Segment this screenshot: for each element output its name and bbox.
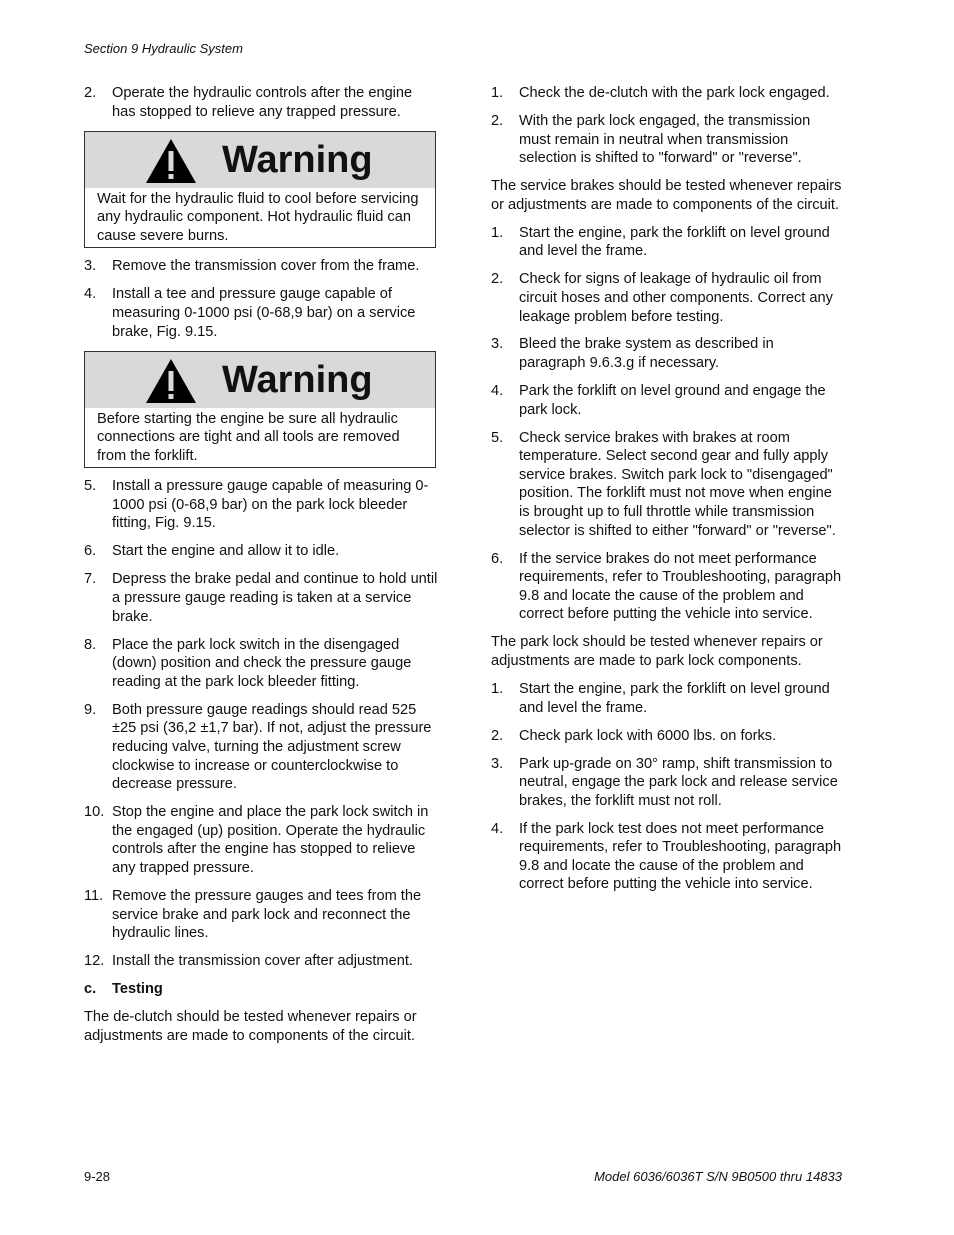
list-item [84,84,438,121]
warning-header [85,132,435,188]
step-text: Both pressure gauge readings should read 525 ±25 psi (36,2 ±1,7 bar). If not, adjust the pressure reducing valve, turning the adjustment screw clockwise to increase or counterclockwise to decrease pressure. [112,701,432,793]
list-item [84,285,438,341]
step-text: Place the park lock switch in the disengaged (down) position and check the pressure gauge reading at the park lock bleeder fitting. [112,636,412,690]
list-item [491,727,843,746]
list-item [491,820,843,894]
step-text: If the park lock test does not meet performance requirements, refer to Troubleshooting, paragraph 9.8 and locate the cause of the problem and correct before putting the vehicle into service. [519,820,842,893]
step-number: 5. [84,478,97,495]
list-item [491,270,843,326]
step-list [491,224,843,624]
step-text: Start the engine, park the forklift on level ground and level the frame. [519,224,830,260]
list-item [491,84,843,103]
step-text: Operate the hydraulic controls after the engine has stopped to relieve any trapped pressure. [112,85,413,120]
list-item [491,429,843,541]
step-number: 1. [491,85,504,101]
warning-title: Warning [222,138,373,181]
step-number: 11. [84,887,104,904]
list-item [491,335,843,372]
step-text: Remove the transmission cover from the frame. [112,258,420,275]
step-text: Check for signs of leakage of hydraulic oil from circuit hoses and other components. Correct any leakage problem before testing. [519,271,833,325]
warning-text: Before starting the engine be sure all hydraulic connections are tight and all tools are removed from the forklift. [97,410,400,464]
step-text: If the service brakes do not meet performance requirements, refer to Troubleshooting, paragraph 9.8 and locate the cause of the problem and correct before putting the vehicle into service. [519,550,842,623]
list-item [491,755,843,811]
model-info: Model 6036/6036T S/N 9B0500 thru 14833 [594,1169,842,1184]
step-text: Install the transmission cover after adjustment. [112,953,413,970]
subheading-text: Testing [112,981,163,998]
list-item [84,952,438,971]
paragraph: The park lock should be tested whenever repairs or adjustments are made to park lock components. [491,634,823,669]
step-number: 6. [84,543,97,560]
warning-text: Wait for the hydraulic fluid to cool before servicing any hydraulic component. Hot hydraulic fluid can cause severe burns. [97,190,419,244]
step-text: Install a tee and pressure gauge capable of measuring 0-1000 psi (0-68,9 bar) on a service brake, Fig. 9.15. [112,286,416,340]
step-number: 3. [491,336,504,353]
list-item [491,224,843,261]
step-number: 1. [491,224,504,241]
step-number: 8. [84,636,97,653]
step-text: Park up-grade on 30° ramp, shift transmission to neutral, engage the park lock and release service brakes, the forklift must not roll. [519,755,838,809]
step-list [84,257,438,341]
warning-box [84,131,436,249]
step-text: Check service brakes with brakes at room temperature. Select second gear and fully apply service brakes. Switch park lock to "disengaged" position. The forklift must not move when engine is brought up to full throttle while transmission selector is shifted to either "forward" or "reverse". [519,429,836,539]
list-item [491,382,843,419]
step-number: 4. [491,820,504,837]
step-number: 2. [84,85,97,101]
page-header: Section 9 Hydraulic System [84,41,243,56]
step-text: Remove the pressure gauges and tees from the service brake and park lock and reconnect the hydraulic lines. [112,887,422,942]
step-text: Start the engine, park the forklift on level ground and level the frame. [519,680,830,716]
list-item [84,887,438,943]
step-text: Stop the engine and place the park lock switch in the engaged (up) position. Operate the hydraulic controls after the engine has stopped to relieve any trapped pressure. [112,804,429,876]
step-list [491,680,843,894]
step-number: 5. [491,429,504,446]
list-item [84,570,438,626]
list-item [491,550,843,624]
section-subheading [84,980,438,999]
step-number: 2. [491,112,504,129]
step-list [491,84,843,168]
step-number: 4. [491,383,504,400]
step-text: Check park lock with 6000 lbs. on forks. [519,727,777,744]
step-number: 6. [491,550,504,567]
paragraph: The de-clutch should be tested whenever repairs or adjustments are made to components of the circuit. [84,1009,417,1044]
step-text: Check the de-clutch with the park lock engaged. [519,85,830,101]
step-number: 12. [84,953,105,970]
list-item [84,257,438,276]
step-text: Bleed the brake system as described in paragraph 9.6.3.g if necessary. [519,336,774,372]
warning-box [84,351,436,469]
warning-title: Warning [222,358,373,401]
warning-triangle-icon [145,138,197,184]
step-number: 9. [84,701,97,718]
list-item [84,477,438,533]
step-number: 10. [84,804,105,821]
list-item [84,636,438,692]
step-text: Depress the brake pedal and continue to hold until a pressure gauge reading is taken at a service brake. [112,571,438,625]
step-text: Park the forklift on level ground and engage the park lock. [519,383,826,418]
warning-triangle-icon [145,358,197,404]
step-text: Start the engine and allow it to idle. [112,543,340,560]
step-number: 2. [491,271,504,288]
step-number: 7. [84,571,97,588]
step-list [84,477,438,970]
paragraph: The service brakes should be tested whenever repairs or adjustments are made to components of the circuit. [491,178,842,213]
page-number: 9-28 [84,1169,111,1184]
step-number: 4. [84,286,97,303]
step-text: Install a pressure gauge capable of measuring 0-1000 psi (0-68,9 bar) on the park lock bleeder fitting, Fig. 9.15. [112,478,429,532]
step-number: 3. [491,755,504,772]
step-number: 1. [491,680,504,697]
step-number: 3. [84,258,97,275]
list-item [84,542,438,561]
warning-header [85,352,435,408]
list-item [84,701,438,794]
right-column [491,84,843,903]
left-column [84,84,438,1055]
list-item [491,680,843,717]
step-text: With the park lock engaged, the transmission must remain in neutral when transmission selection is shifted to "forward" or "reverse". [519,112,811,167]
list-item [84,803,438,877]
step-number: 2. [491,727,504,744]
list-item [491,112,843,168]
subheading-letter: c. [84,981,97,998]
